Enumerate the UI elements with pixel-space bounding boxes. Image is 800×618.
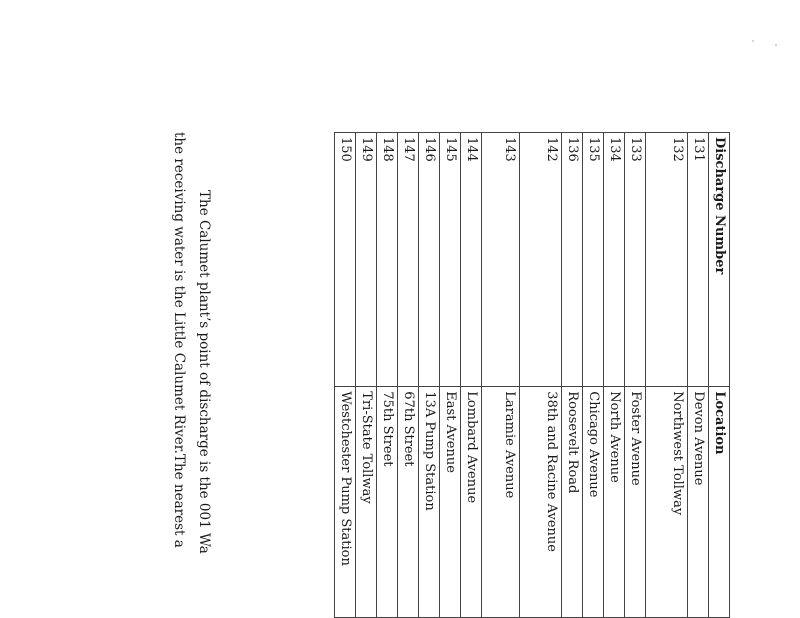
- discharge-number-cell: 134: [604, 133, 625, 387]
- discharge-number-cell: 144: [461, 133, 482, 387]
- location-cell: Laramie Avenue: [482, 387, 520, 618]
- table-row: [440, 133, 461, 618]
- location-cell: Northwest Tollway: [646, 387, 688, 618]
- location-cell: Roosevelt Road: [562, 387, 583, 618]
- discharge-number-cell: 146: [419, 133, 440, 387]
- location-cell: Tri-State Tollway: [356, 387, 377, 618]
- header-discharge-number: Discharge Number: [709, 133, 730, 387]
- location-cell: Westchester Pump Station: [335, 387, 356, 618]
- table-row: [377, 133, 398, 618]
- location-cell: 75th Street: [377, 387, 398, 618]
- discharge-number-cell: 131: [688, 133, 709, 387]
- table-row: [398, 133, 419, 618]
- location-cell: 38th and Racine Avenue: [520, 387, 562, 618]
- discharge-number-cell: 135: [583, 133, 604, 387]
- discharge-number-cell: 147: [398, 133, 419, 387]
- paragraph-line: the receiving water is the Little Calumet River.The nearest a: [171, 132, 187, 548]
- discharge-table: [334, 132, 730, 618]
- scan-speck: [775, 44, 777, 46]
- discharge-number-cell: 148: [377, 133, 398, 387]
- table-row: [461, 133, 482, 618]
- discharge-number-cell: 149: [356, 133, 377, 387]
- location-cell: East Avenue: [440, 387, 461, 618]
- discharge-number-cell: 150: [335, 133, 356, 387]
- header-location: Location: [709, 387, 730, 618]
- table-row: [604, 133, 625, 618]
- table-row: [583, 133, 604, 618]
- table-row: [688, 133, 709, 618]
- discharge-number-cell: 133: [625, 133, 646, 387]
- discharge-number-cell: 136: [562, 133, 583, 387]
- table-row: [356, 133, 377, 618]
- table-row: [646, 133, 688, 618]
- paragraph-line-1: The Calumet plant’s point of discharge is the 001 Wa: [196, 190, 212, 554]
- table-row: [482, 133, 520, 618]
- discharge-number-cell: 132: [646, 133, 688, 387]
- location-cell: Devon Avenue: [688, 387, 709, 618]
- discharge-number-cell: 145: [440, 133, 461, 387]
- location-cell: North Avenue: [604, 387, 625, 618]
- table-row: [562, 133, 583, 618]
- location-cell: Chicago Avenue: [583, 387, 604, 618]
- table-row: [419, 133, 440, 618]
- location-cell: 67th Street: [398, 387, 419, 618]
- table-row: [335, 133, 356, 618]
- paragraph-line: [191, 132, 216, 554]
- location-cell: Lombard Avenue: [461, 387, 482, 618]
- discharge-number-cell: 142: [520, 133, 562, 387]
- table-row: [625, 133, 646, 618]
- location-cell: Foster Avenue: [625, 387, 646, 618]
- table-header-row: [709, 133, 730, 618]
- scan-speck: [752, 40, 754, 42]
- table-row: [520, 133, 562, 618]
- discharge-number-cell: 143: [482, 133, 520, 387]
- location-cell: 13A Pump Station: [419, 387, 440, 618]
